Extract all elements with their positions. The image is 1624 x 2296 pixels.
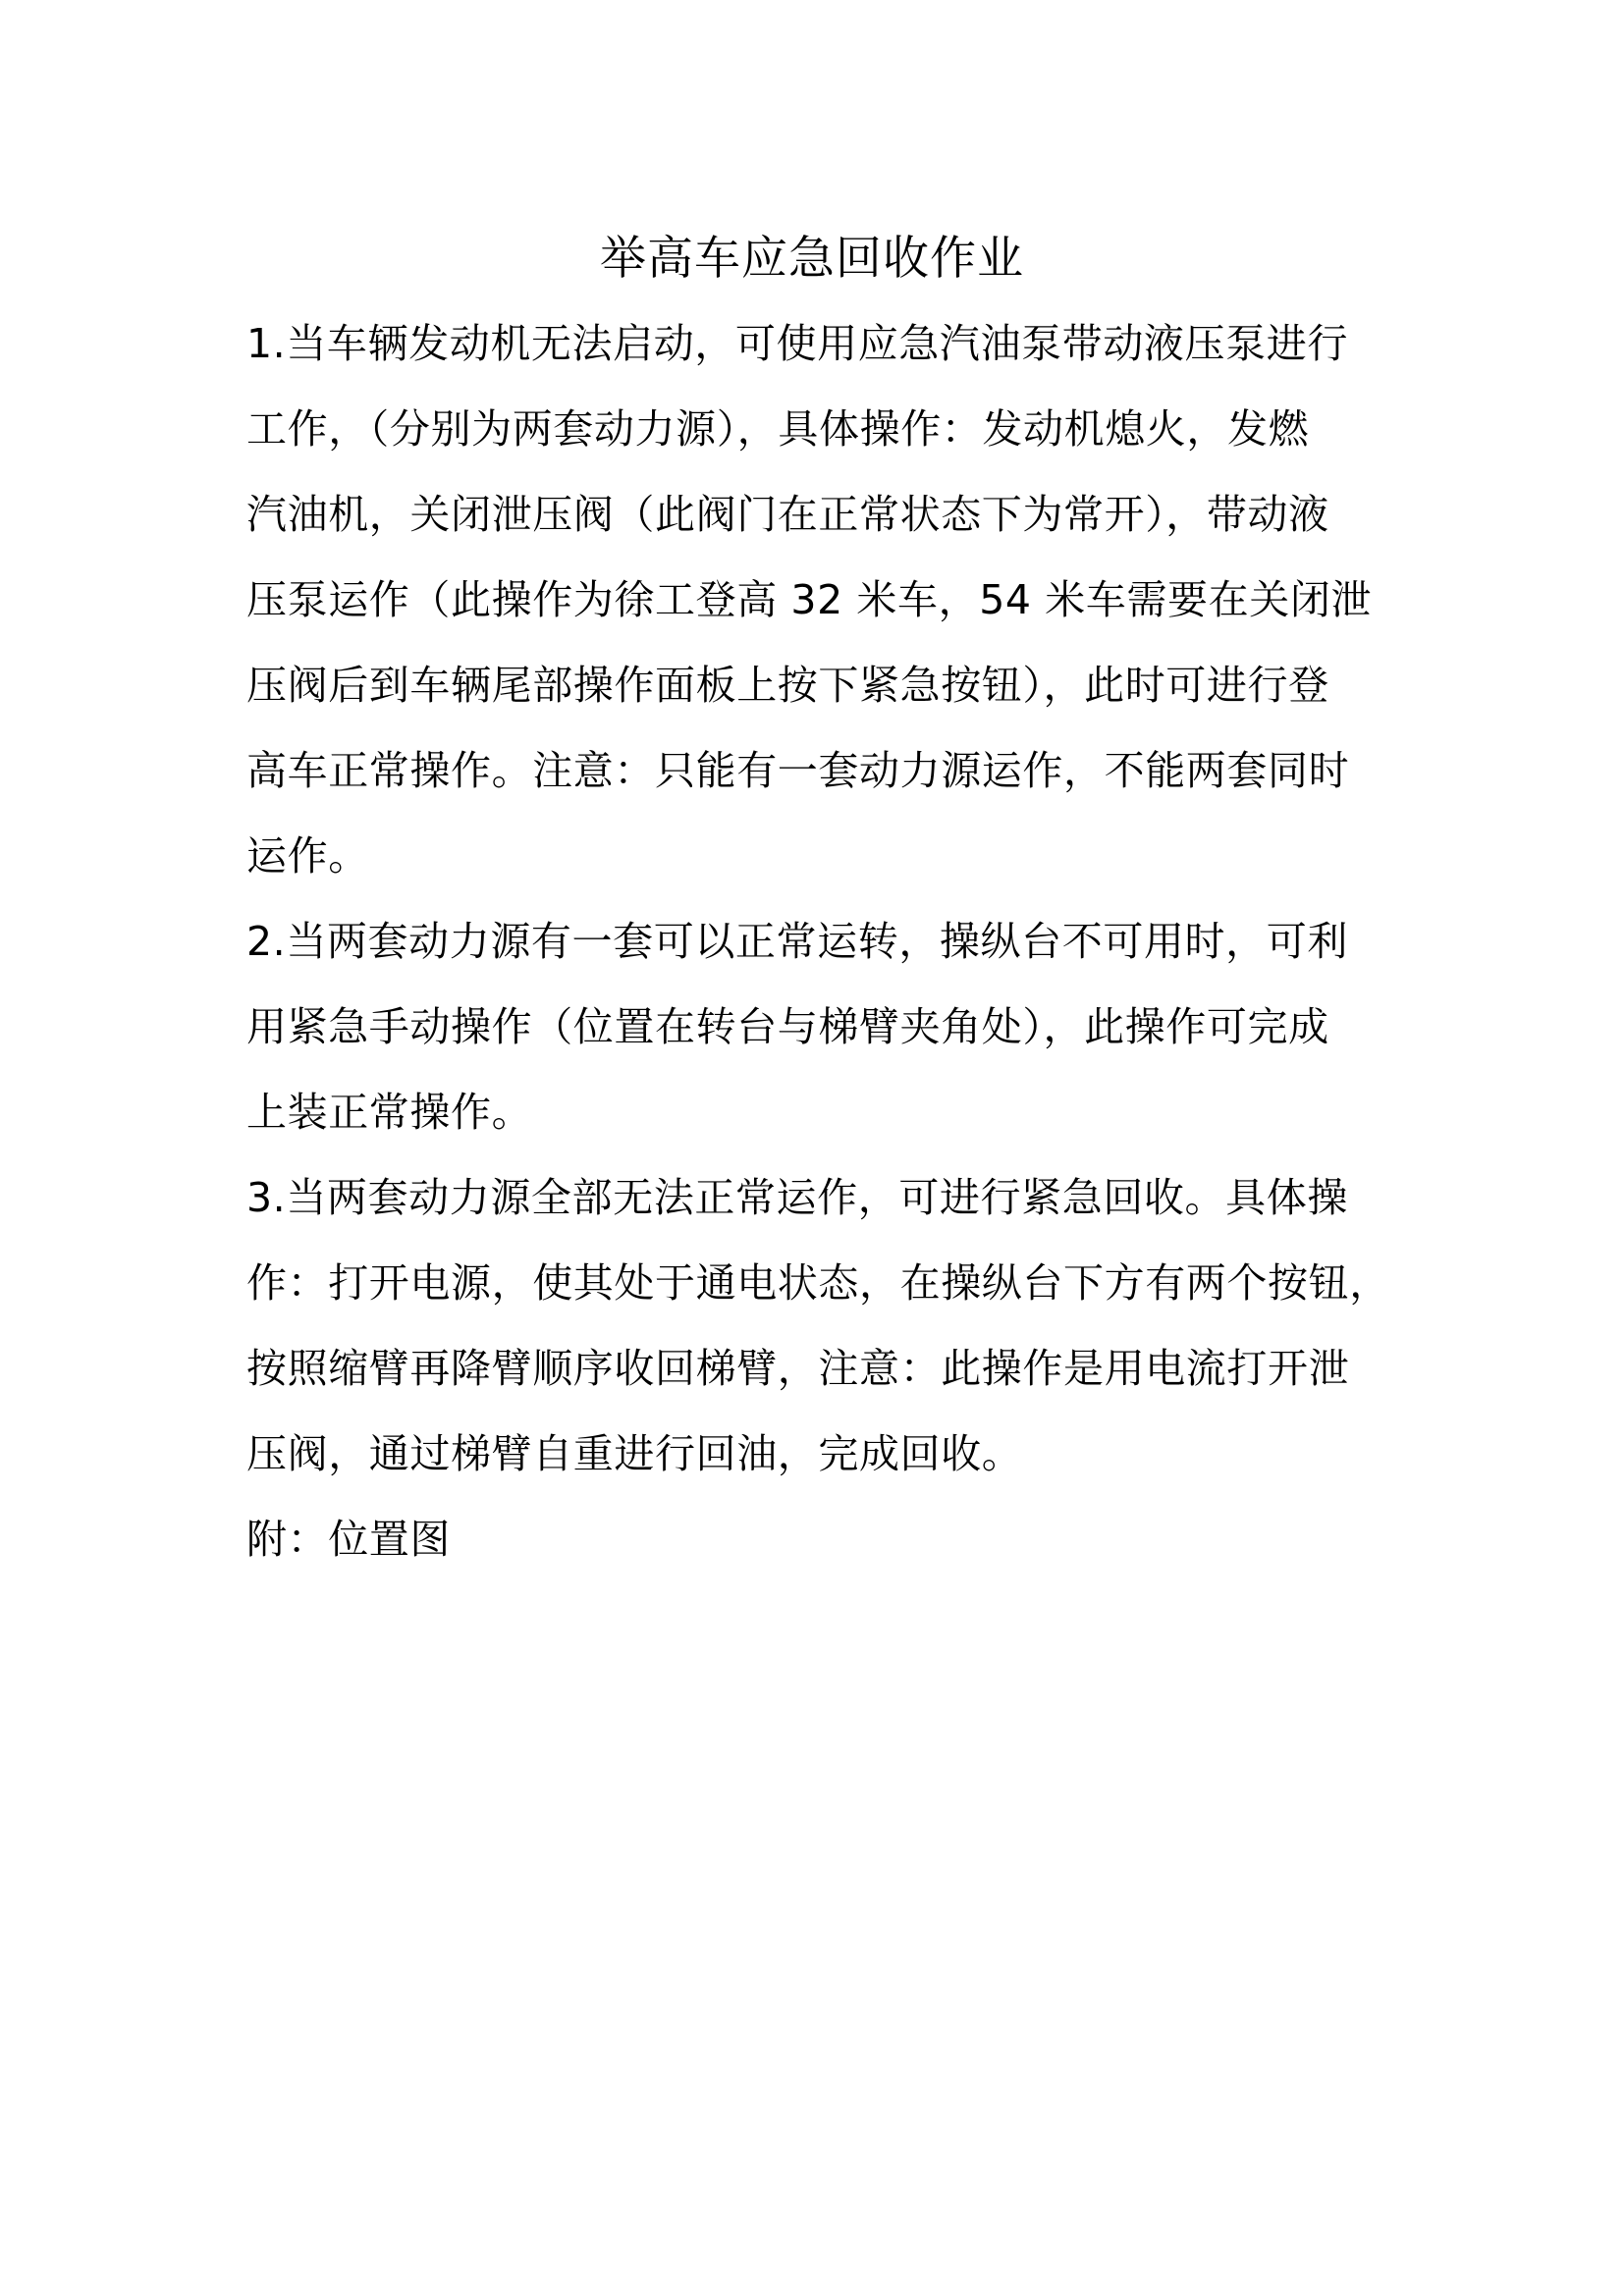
paragraph-3-line-3: 按照缩臂再降臂顺序收回梯臂，注意：此操作是用电流打开泄 [246,1345,1350,1392]
appendix-label: 附：位置图 [246,1516,451,1563]
paragraph-1-line-1: 1.当车辆发动机无法启动，可使用应急汽油泵带动液压泵进行 [246,320,1348,367]
paragraph-3-line-2: 作：打开电源，使其处于通电状态，在操纵台下方有两个按钮， [246,1259,1390,1307]
paragraph-3-line-4: 压阀，通过梯臂自重进行回油，完成回收。 [246,1430,1023,1477]
paragraph-1-line-2: 工作，（分别为两套动力源），具体操作：发动机熄火，发燃 [246,405,1310,453]
paragraph-2-line-2: 用紧急手动操作（位置在转台与梯臂夹角处），此操作可完成 [246,1003,1329,1050]
paragraph-2-line-3: 上装正常操作。 [246,1089,533,1136]
paragraph-2-line-1: 2.当两套动力源有一套可以正常运转，操纵台不可用时，可利 [246,918,1348,965]
paragraph-1-line-5: 压阀后到车辆尾部操作面板上按下紧急按钮），此时可进行登 [246,662,1329,709]
paragraph-1-line-3: 汽油机，关闭泄压阀（此阀门在正常状态下为常开），带动液 [246,491,1329,538]
paragraph-1-line-6: 高车正常操作。注意：只能有一套动力源运作，不能两套同时 [246,747,1350,794]
paragraph-1-line-4: 压泵运作（此操作为徐工登高 32 米车，54 米车需要在关闭泄 [246,576,1373,623]
document-title: 举高车应急回收作业 [600,232,1024,286]
paragraph-3-line-1: 3.当两套动力源全部无法正常运作，可进行紧急回收。具体操 [246,1174,1348,1221]
paragraph-1-line-7: 运作。 [246,832,369,880]
